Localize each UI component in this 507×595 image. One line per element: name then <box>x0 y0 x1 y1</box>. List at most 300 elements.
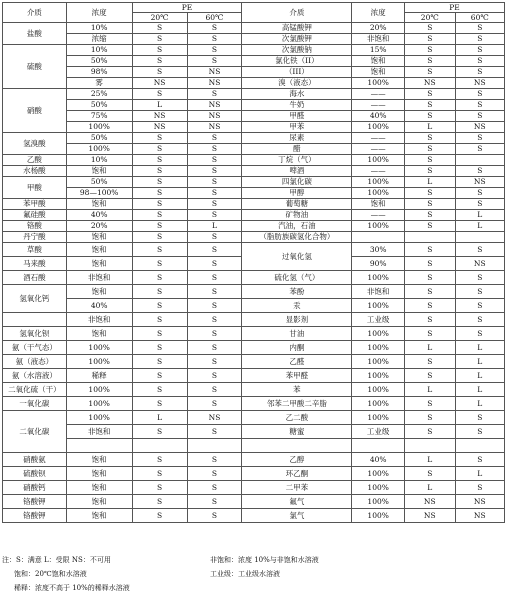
cell-concentration-right: 100% <box>352 383 405 397</box>
cell-medium-right: 氟气 <box>242 495 352 509</box>
cell-pe-20c: S <box>132 243 187 257</box>
cell-pe-60c-right: S <box>455 34 504 45</box>
cell-concentration-right: 100% <box>352 481 405 495</box>
cell-pe-20c-right: S <box>405 23 456 34</box>
cell-concentration-right <box>352 439 405 453</box>
cell-pe-20c-right: S <box>405 369 456 383</box>
cell-concentration-right: —— <box>352 133 405 144</box>
cell-pe-60c: S <box>187 299 242 313</box>
cell-pe-20c-right: S <box>405 397 456 411</box>
cell-medium: 苯甲酸 <box>3 199 67 210</box>
cell-concentration-right: 100% <box>352 271 405 285</box>
cell-pe-20c-right: L <box>405 481 456 495</box>
cell-pe-60c-right: S <box>455 188 504 199</box>
cell-pe-20c: S <box>132 210 187 221</box>
table-row <box>3 155 505 166</box>
cell-medium-right: 高锰酸钾 <box>242 23 352 34</box>
cell-pe-60c-right: S <box>455 166 504 177</box>
table-row <box>3 467 505 481</box>
cell-medium-right: 苯 <box>242 383 352 397</box>
cell-pe-60c-right: S <box>455 243 504 257</box>
cell-concentration-right: 饱和 <box>352 56 405 67</box>
cell-pe-60c-right: S <box>455 133 504 144</box>
cell-medium-right: 氯气 <box>242 509 352 523</box>
cell-medium: 乙酸 <box>3 155 67 166</box>
cell-pe-60c: S <box>187 89 242 100</box>
cell-concentration: 浓缩 <box>66 34 132 45</box>
cell-medium: 氨（水溶液） <box>3 369 67 383</box>
cell-pe-20c-right: S <box>405 285 456 299</box>
cell-pe-60c: NS <box>187 67 242 78</box>
header-pe: PE <box>132 3 242 13</box>
cell-pe-20c-right: S <box>405 155 456 166</box>
cell-pe-20c: S <box>132 271 187 285</box>
cell-pe-60c: S <box>187 199 242 210</box>
table-row <box>3 327 505 341</box>
cell-concentration-right: —— <box>352 89 405 100</box>
cell-pe-60c-right: S <box>455 285 504 299</box>
cell-concentration-right: 100% <box>352 327 405 341</box>
cell-concentration-right: 100% <box>352 341 405 355</box>
cell-medium-right: 苯甲醛 <box>242 369 352 383</box>
cell-medium: 铬酸 <box>3 221 67 232</box>
cell-pe-60c: S <box>187 467 242 481</box>
cell-pe-60c: S <box>187 188 242 199</box>
cell-pe-60c: S <box>187 425 242 439</box>
cell-pe-60c-right: S <box>455 481 504 495</box>
cell-concentration-right: 100% <box>352 355 405 369</box>
cell-pe-20c: S <box>132 133 187 144</box>
cell-concentration-right: 90% <box>352 257 405 271</box>
cell-pe-60c-right: S <box>455 100 504 111</box>
cell-pe-60c-right <box>455 232 504 243</box>
cell-pe-60c-right: S <box>455 299 504 313</box>
cell-medium-right: 内酮 <box>242 341 352 355</box>
cell-concentration-right: 饱和 <box>352 67 405 78</box>
cell-pe-60c <box>187 439 242 453</box>
cell-concentration-right: 100% <box>352 78 405 89</box>
cell-pe-60c-right: S <box>455 327 504 341</box>
cell-pe-20c: S <box>132 166 187 177</box>
cell-pe-20c: S <box>132 34 187 45</box>
cell-concentration: 98—100% <box>66 188 132 199</box>
cell-pe-20c-right: L <box>405 383 456 397</box>
cell-pe-60c-right: S <box>455 199 504 210</box>
table-row <box>3 34 505 45</box>
cell-medium-right: 苯酚 <box>242 285 352 299</box>
table-row <box>3 299 505 313</box>
table-row <box>3 411 505 425</box>
cell-medium-right: 海水 <box>242 89 352 100</box>
cell-pe-60c-right: S <box>455 271 504 285</box>
cell-pe-20c: S <box>132 341 187 355</box>
cell-pe-20c: L <box>132 411 187 425</box>
cell-medium-right: 糖蜜 <box>242 425 352 439</box>
table-row <box>3 232 505 243</box>
header-60c: 60℃ <box>187 13 242 23</box>
cell-pe-20c: S <box>132 232 187 243</box>
cell-pe-60c: NS <box>187 78 242 89</box>
cell-pe-60c-right: S <box>455 453 504 467</box>
cell-pe-20c-right: S <box>405 271 456 285</box>
cell-pe-60c: S <box>187 257 242 271</box>
cell-pe-20c-right: S <box>405 56 456 67</box>
cell-medium: 硝酸氨 <box>3 453 67 467</box>
cell-concentration-right: 饱和 <box>352 199 405 210</box>
cell-medium-right: 乙醛 <box>242 355 352 369</box>
cell-pe-60c-right: S <box>455 313 504 327</box>
cell-concentration: 20% <box>66 221 132 232</box>
cell-concentration: 饱和 <box>66 481 132 495</box>
cell-concentration-right: 100% <box>352 188 405 199</box>
cell-pe-60c-right: NS <box>455 78 504 89</box>
cell-pe-20c-right: S <box>405 188 456 199</box>
cell-pe-20c: L <box>132 100 187 111</box>
cell-pe-20c: S <box>132 369 187 383</box>
table-row <box>3 341 505 355</box>
cell-pe-20c: S <box>132 299 187 313</box>
cell-pe-20c: S <box>132 56 187 67</box>
cell-pe-20c: S <box>132 155 187 166</box>
cell-pe-60c: L <box>187 221 242 232</box>
header-medium: 介质 <box>3 3 67 23</box>
table-row <box>3 439 505 453</box>
cell-pe-20c-right: L <box>405 453 456 467</box>
cell-concentration: 雾 <box>66 78 132 89</box>
cell-pe-60c: S <box>187 313 242 327</box>
cell-pe-20c: NS <box>132 78 187 89</box>
cell-concentration: 饱和 <box>66 257 132 271</box>
table-row <box>3 355 505 369</box>
table-row <box>3 453 505 467</box>
header-60c-right: 60℃ <box>455 13 504 23</box>
cell-medium-right: 牛奶 <box>242 100 352 111</box>
cell-pe-60c: S <box>187 23 242 34</box>
cell-pe-20c-right: L <box>405 122 456 133</box>
cell-concentration: 40% <box>66 210 132 221</box>
cell-medium-right: 甲苯 <box>242 122 352 133</box>
cell-concentration <box>66 439 132 453</box>
cell-pe-20c: S <box>132 467 187 481</box>
cell-pe-20c-right: S <box>405 299 456 313</box>
cell-pe-20c-right: NS <box>405 495 456 509</box>
table-row <box>3 89 505 100</box>
cell-pe-20c-right: S <box>405 133 456 144</box>
cell-medium: 铬酸钾 <box>3 495 67 509</box>
cell-concentration-right: 30% <box>352 243 405 257</box>
cell-concentration-right: 非饱和 <box>352 34 405 45</box>
cell-concentration: 饱和 <box>66 327 132 341</box>
cell-pe-20c: S <box>132 355 187 369</box>
cell-pe-60c: S <box>187 271 242 285</box>
cell-medium <box>3 313 67 327</box>
cell-concentration: 50% <box>66 56 132 67</box>
cell-pe-60c-right: NS <box>455 257 504 271</box>
cell-pe-20c-right <box>405 439 456 453</box>
cell-medium-right: 矿物油 <box>242 210 352 221</box>
cell-medium-right: 乙醇 <box>242 453 352 467</box>
header-medium-right: 介质 <box>242 3 352 23</box>
table-row <box>3 210 505 221</box>
cell-concentration: 50% <box>66 177 132 188</box>
header-concentration-right: 浓度 <box>352 3 405 23</box>
cell-pe-60c-right: L <box>455 221 504 232</box>
cell-pe-20c-right <box>405 232 456 243</box>
cell-pe-20c-right: S <box>405 327 456 341</box>
table-row <box>3 100 505 111</box>
cell-pe-60c-right <box>455 439 504 453</box>
cell-concentration: 100% <box>66 122 132 133</box>
cell-pe-20c-right: S <box>405 67 456 78</box>
cell-pe-20c: S <box>132 67 187 78</box>
cell-pe-60c: NS <box>187 100 242 111</box>
cell-concentration: 稀释 <box>66 369 132 383</box>
table-row <box>3 243 505 257</box>
cell-pe-20c: S <box>132 257 187 271</box>
table-row <box>3 133 505 144</box>
cell-pe-60c: S <box>187 495 242 509</box>
cell-pe-20c: S <box>132 453 187 467</box>
table-row <box>3 313 505 327</box>
cell-medium: 酒石酸 <box>3 271 67 285</box>
cell-concentration: 非饱和 <box>66 271 132 285</box>
cell-pe-60c: S <box>187 144 242 155</box>
cell-pe-20c-right: S <box>405 411 456 425</box>
cell-pe-60c-right: S <box>455 144 504 155</box>
cell-concentration: 75% <box>66 111 132 122</box>
cell-pe-20c-right: S <box>405 144 456 155</box>
cell-pe-60c: S <box>187 341 242 355</box>
cell-concentration: 饱和 <box>66 467 132 481</box>
cell-pe-60c: S <box>187 243 242 257</box>
cell-medium: 氢氧化钡 <box>3 327 67 341</box>
cell-concentration: 100% <box>66 383 132 397</box>
cell-pe-60c-right: L <box>455 355 504 369</box>
cell-pe-60c-right: S <box>455 56 504 67</box>
cell-concentration: 10% <box>66 45 132 56</box>
chemical-resistance-table <box>2 2 505 523</box>
cell-medium-right: 溴（液态） <box>242 78 352 89</box>
cell-pe-60c-right: S <box>455 111 504 122</box>
cell-medium-right: 汽油，石油 <box>242 221 352 232</box>
cell-pe-20c: S <box>132 89 187 100</box>
cell-medium: 草酸 <box>3 243 67 257</box>
cell-concentration-right: 100% <box>352 155 405 166</box>
table-row <box>3 383 505 397</box>
dilute-note: 稀释：浓度不高于 10%的稀释水溶液 <box>14 584 130 592</box>
cell-concentration-right: 100% <box>352 397 405 411</box>
cell-concentration: 非饱和 <box>66 313 132 327</box>
cell-medium-right: 丁烷（气） <box>242 155 352 166</box>
table-row <box>3 56 505 67</box>
cell-medium: 氢氧化钙 <box>3 285 67 313</box>
table-row <box>3 285 505 299</box>
cell-pe-20c-right: L <box>405 177 456 188</box>
cell-pe-60c-right: L <box>455 369 504 383</box>
cell-concentration: 饱和 <box>66 243 132 257</box>
industrial-note: 工业级：工业级水溶液 <box>210 570 280 578</box>
table-row <box>3 45 505 56</box>
cell-concentration: 50% <box>66 133 132 144</box>
cell-pe-20c-right: S <box>405 467 456 481</box>
saturated-note: 饱和：20℃饱和水溶液 <box>14 570 87 578</box>
cell-pe-20c-right: S <box>405 89 456 100</box>
cell-pe-20c-right: S <box>405 355 456 369</box>
cell-pe-20c: S <box>132 285 187 299</box>
cell-medium-right: 乙二酸 <box>242 411 352 425</box>
cell-medium-right: 醋 <box>242 144 352 155</box>
cell-pe-60c: S <box>187 509 242 523</box>
cell-concentration: 饱和 <box>66 166 132 177</box>
cell-pe-60c: S <box>187 369 242 383</box>
cell-pe-60c-right: NS <box>455 122 504 133</box>
cell-pe-20c: S <box>132 425 187 439</box>
table-row <box>3 509 505 523</box>
cell-pe-20c-right: S <box>405 210 456 221</box>
cell-medium: 硫酸钡 <box>3 467 67 481</box>
cell-pe-20c: S <box>132 221 187 232</box>
cell-pe-20c: S <box>132 327 187 341</box>
table-row <box>3 481 505 495</box>
cell-pe-20c: S <box>132 45 187 56</box>
table-row <box>3 221 505 232</box>
cell-medium: 马来酸 <box>3 257 67 271</box>
cell-medium: 一氧化碳 <box>3 397 67 411</box>
table-row <box>3 397 505 411</box>
cell-concentration-right: —— <box>352 144 405 155</box>
cell-concentration-right: 40% <box>352 453 405 467</box>
cell-concentration-right: 工业级 <box>352 425 405 439</box>
legend-note: 注：S：满意 L：受限 NS：不可用 <box>2 556 111 564</box>
cell-concentration: 100% <box>66 341 132 355</box>
cell-concentration-right <box>352 232 405 243</box>
cell-concentration: 50% <box>66 100 132 111</box>
cell-concentration-right: 15% <box>352 45 405 56</box>
cell-pe-60c-right: L <box>455 341 504 355</box>
cell-concentration-right: 20% <box>352 23 405 34</box>
cell-concentration-right: 100% <box>352 177 405 188</box>
cell-concentration: 饱和 <box>66 232 132 243</box>
cell-concentration: 100% <box>66 411 132 425</box>
cell-pe-60c: S <box>187 453 242 467</box>
cell-pe-20c: S <box>132 481 187 495</box>
cell-concentration-right: 100% <box>352 467 405 481</box>
cell-pe-20c-right: S <box>405 111 456 122</box>
cell-medium: 氨（液态） <box>3 355 67 369</box>
cell-medium-right: 硫化氢（气） <box>242 271 352 285</box>
table-row <box>3 166 505 177</box>
cell-pe-60c: S <box>187 232 242 243</box>
cell-pe-60c-right: S <box>455 411 504 425</box>
cell-medium: 甲酸 <box>3 177 67 199</box>
cell-pe-60c: S <box>187 34 242 45</box>
cell-pe-60c-right: L <box>455 467 504 481</box>
cell-concentration-right: 非饱和 <box>352 285 405 299</box>
cell-pe-60c-right: L <box>455 383 504 397</box>
cell-pe-60c: S <box>187 166 242 177</box>
cell-pe-20c-right: NS <box>405 78 456 89</box>
table-row <box>3 111 505 122</box>
cell-concentration: 10% <box>66 155 132 166</box>
cell-medium-right: 尿素 <box>242 133 352 144</box>
cell-pe-20c-right: S <box>405 257 456 271</box>
cell-medium-right: 氯化铁（II） <box>242 56 352 67</box>
cell-concentration-right: 100% <box>352 369 405 383</box>
header-concentration: 浓度 <box>66 3 132 23</box>
cell-concentration: 25% <box>66 89 132 100</box>
cell-pe-60c: NS <box>187 411 242 425</box>
table-row <box>3 271 505 285</box>
non-saturated-note: 非饱和：浓度 10%与非饱和水溶液 <box>210 556 319 564</box>
cell-concentration: 10% <box>66 23 132 34</box>
cell-concentration: 饱和 <box>66 509 132 523</box>
cell-concentration: 饱和 <box>66 199 132 210</box>
cell-pe-60c-right: L <box>455 210 504 221</box>
cell-medium: 硝酸钙 <box>3 481 67 495</box>
cell-pe-20c-right: S <box>405 199 456 210</box>
cell-pe-60c: NS <box>187 122 242 133</box>
cell-pe-20c: S <box>132 495 187 509</box>
cell-concentration: 100% <box>66 144 132 155</box>
cell-concentration: 100% <box>66 355 132 369</box>
cell-pe-20c-right: S <box>405 100 456 111</box>
cell-pe-60c: S <box>187 397 242 411</box>
cell-concentration-right: 100% <box>352 495 405 509</box>
cell-pe-20c: S <box>132 397 187 411</box>
cell-medium-right: 四氯化碳 <box>242 177 352 188</box>
cell-medium-right: 甲醛 <box>242 111 352 122</box>
cell-concentration: 98% <box>66 67 132 78</box>
cell-medium-right: 次氯酸钾 <box>242 34 352 45</box>
header-20c-right: 20℃ <box>405 13 456 23</box>
table-row <box>3 78 505 89</box>
cell-pe-20c: S <box>132 144 187 155</box>
cell-concentration: 饱和 <box>66 495 132 509</box>
cell-concentration: 100% <box>66 397 132 411</box>
cell-concentration-right: 100% <box>352 299 405 313</box>
cell-pe-20c-right: S <box>405 45 456 56</box>
cell-medium: 硝酸 <box>3 89 67 133</box>
cell-pe-60c-right: S <box>455 89 504 100</box>
cell-pe-20c: S <box>132 177 187 188</box>
cell-medium-right: 过氧化氢 <box>242 243 352 271</box>
table-row <box>3 495 505 509</box>
table-row <box>3 67 505 78</box>
cell-medium-right: 显影剂 <box>242 313 352 327</box>
cell-medium: 盐酸 <box>3 23 67 45</box>
cell-concentration-right: 工业级 <box>352 313 405 327</box>
table-row <box>3 177 505 188</box>
cell-pe-60c-right: S <box>455 425 504 439</box>
cell-pe-20c-right: S <box>405 313 456 327</box>
cell-concentration: 饱和 <box>66 453 132 467</box>
cell-pe-60c-right: S <box>455 23 504 34</box>
cell-medium-right: 二甲苯 <box>242 481 352 495</box>
cell-medium-right: 环乙酮 <box>242 467 352 481</box>
cell-medium: 氢溴酸 <box>3 133 67 155</box>
cell-pe-20c: NS <box>132 122 187 133</box>
cell-medium-right: 汞 <box>242 299 352 313</box>
cell-medium: 二氧化硫（干） <box>3 383 67 397</box>
cell-pe-20c-right: S <box>405 166 456 177</box>
cell-concentration: 饱和 <box>66 285 132 299</box>
header-pe-right: PE <box>405 3 505 13</box>
cell-pe-60c: S <box>187 133 242 144</box>
cell-medium-right <box>242 439 352 453</box>
cell-pe-60c-right: S <box>455 45 504 56</box>
table-row <box>3 122 505 133</box>
cell-medium: 硫酸 <box>3 45 67 89</box>
